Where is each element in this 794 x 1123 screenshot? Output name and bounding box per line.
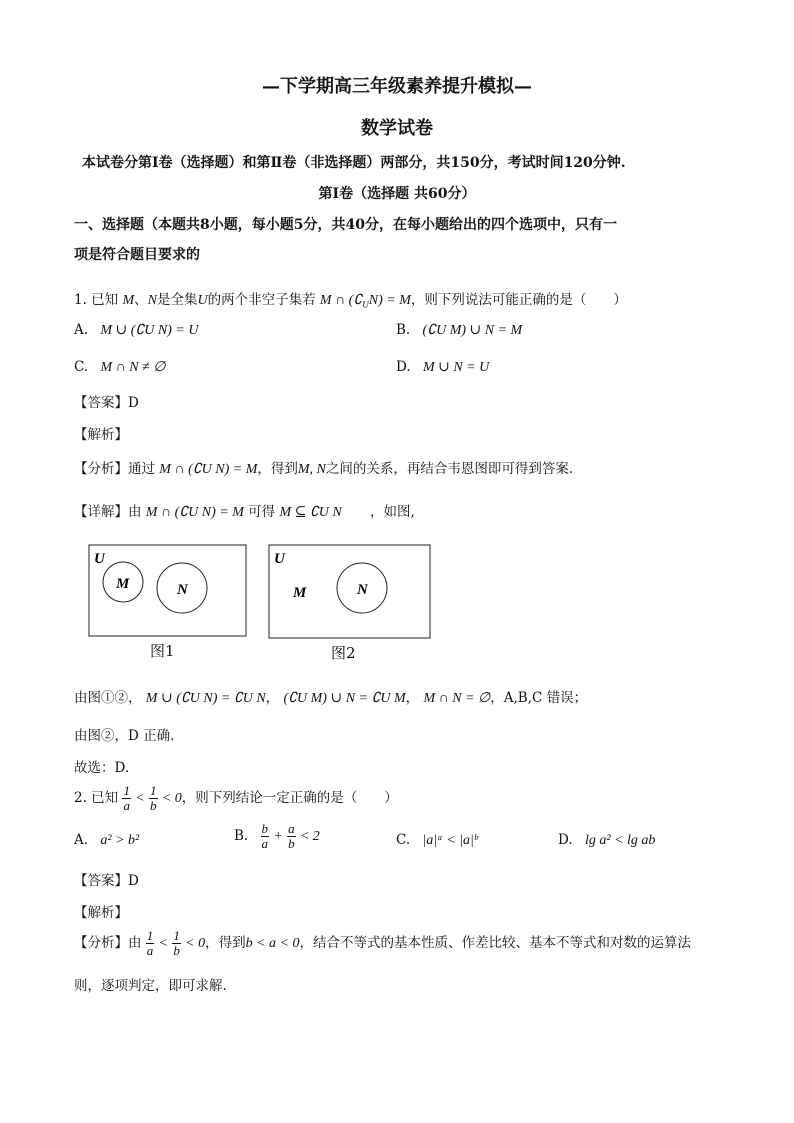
q2-opt-b-f2-num: a: [288, 821, 295, 836]
q1-detail-math2: M ⊆ ∁U N: [279, 505, 342, 520]
q1-choose-line: 故选：D.: [74, 760, 130, 776]
q1-stem-n: N: [147, 293, 157, 308]
q1-option-c-label: C.: [74, 359, 89, 375]
q2-analysis-tag: 【解析】: [74, 905, 128, 921]
part1-heading: 第Ⅰ卷（选择题 共60分）: [318, 186, 476, 202]
q2-option-c: [396, 832, 478, 849]
q2-option-a-text: a² > b²: [100, 833, 140, 848]
q2-opt-b-f2-den: b: [288, 836, 295, 851]
q1-option-d-label: D.: [396, 359, 411, 375]
q1-analysis-tag: 【解析】: [74, 427, 128, 443]
venn1-label-m: M: [116, 576, 130, 592]
q2-option-d-label: D.: [558, 832, 573, 848]
q2-option-b-frac2: [287, 822, 296, 851]
venn2-label-n: N: [357, 582, 368, 598]
q1-from12-math1: M ∪ (∁U N) = ∁U N: [145, 691, 266, 706]
q2-fenxi-lt0: < 0: [185, 936, 206, 951]
q2-fenxi-lt: <: [158, 936, 169, 951]
exam-subtitle: 数学试卷: [361, 118, 433, 139]
q2-opt-b-f1-den: a: [261, 836, 269, 851]
q2-stem-lt0: < 0: [161, 791, 182, 806]
q2-fenxi-frac2: [172, 929, 181, 958]
q2-option-d: [558, 832, 655, 849]
q2-stem-lead: 2. 已知: [74, 790, 119, 806]
q1-option-d: [396, 359, 489, 376]
venn1-label-n: N: [177, 582, 188, 598]
q1-detail-a: 由: [128, 504, 142, 520]
q2-stem-tail: ，则下列结论一定正确的是（ ）: [181, 790, 398, 806]
q2-frac2-num: 1: [150, 783, 157, 798]
q2-frac1-den: a: [123, 798, 130, 813]
q1-option-a-text: M ∪ (∁U N) = U: [100, 323, 199, 338]
q2-option-d-text: lg a² < lg ab: [584, 833, 656, 848]
q2-stem: [74, 784, 398, 813]
q2-option-b-tail: < 2: [299, 829, 320, 844]
q2-fenxi: [74, 929, 691, 958]
q2-frac2-den: b: [150, 798, 157, 813]
q1-from12-sep1: ，: [265, 690, 280, 706]
q1-answer: [74, 391, 139, 411]
q2-option-a-label: A.: [74, 832, 89, 848]
q1-fenxi-b: ，得到: [257, 461, 298, 477]
q2-stem-frac2: [149, 784, 158, 813]
q1-fenxi-c: 之间的关系，再结合韦恩图即可得到答案.: [325, 461, 574, 477]
q1-stem-cond: M ∩ (∁: [319, 293, 363, 308]
q2-fenxi-ineq: b < a < 0: [245, 936, 300, 951]
venn1-label-u: U: [94, 551, 105, 567]
q2-option-b-plus: +: [273, 829, 283, 844]
q1-option-c-text: M ∩ N ≠ ∅: [100, 360, 166, 375]
q2-option-b-frac1: [261, 822, 270, 851]
q2-answer-value: D: [128, 873, 139, 889]
q1-stem-lead: 1. 已知: [74, 292, 119, 308]
q2-option-c-text: |a|ᵃ < |a|ᵇ: [422, 833, 478, 848]
venn-figure-2: [268, 544, 432, 640]
q2-frac1-num: 1: [123, 783, 130, 798]
q1-detail: [74, 500, 415, 521]
q1-detail-math1: M ∩ (∁U N) = M: [145, 505, 244, 520]
venn2-label-m: M: [293, 585, 307, 601]
q1-detail-b: 可得: [248, 504, 276, 520]
section-heading-line2: 项是符合题目要求的: [74, 247, 200, 263]
q2-fenxi-f2-den: b: [173, 943, 180, 958]
venn2-caption: 图2: [331, 644, 356, 662]
q1-from12-math3: M ∩ N = ∅: [423, 691, 491, 706]
q1-answer-value: D: [128, 395, 139, 411]
q1-detail-tag: 【详解】: [74, 504, 128, 520]
exam-intro: 本试卷分第Ⅰ卷（选择题）和第Ⅱ卷（非选择题）两部分，共150分，考试时间120分钟.: [82, 155, 626, 171]
venn-figure-1: [88, 544, 248, 638]
q1-fenxi-mn: M, N: [297, 462, 326, 477]
exam-title: —下学期高三年级素养提升模拟—: [262, 76, 532, 97]
q2-fenxi-tag: 【分析】: [74, 935, 128, 951]
q1-option-a-label: A.: [74, 322, 89, 338]
q1-option-d-text: M ∪ N = U: [422, 360, 490, 375]
q1-from12-line: [74, 686, 587, 707]
q1-option-b-label: B.: [396, 322, 411, 338]
q2-option-b: [234, 822, 320, 851]
q2-fenxi-frac1: [146, 929, 155, 958]
q2-fenxi-f1-num: 1: [146, 928, 154, 943]
q2-fenxi-f1-den: a: [146, 943, 154, 958]
q1-stem-sep: 、: [134, 292, 148, 308]
q1-stem-u: U: [197, 293, 208, 308]
q1-detail-c: ，如图,: [370, 504, 415, 520]
q2-answer: [74, 869, 139, 889]
q1-stem-m: M: [122, 293, 135, 308]
q1-option-b: [396, 322, 522, 339]
q2-stem-lt: <: [135, 791, 145, 806]
q2-stem-frac1: [122, 784, 131, 813]
q2-fenxi-line2: 则，逐项判定，即可求解.: [74, 978, 227, 994]
venn1-caption: 图1: [150, 642, 175, 660]
q2-fenxi-a: 由: [128, 935, 142, 951]
q1-stem-c: 的两个非空子集若: [207, 292, 316, 308]
venn1-universe-box: [89, 545, 246, 636]
q1-stem-d: ，则下列说法可能正确的是（ ）: [410, 292, 627, 308]
q1-answer-tag: 【答案】: [74, 395, 128, 411]
q1-fenxi: [74, 457, 573, 478]
q2-answer-tag: 【答案】: [74, 873, 128, 889]
q1-option-c: [74, 359, 165, 376]
q1-stem: [74, 288, 627, 310]
section-heading-line1: 一、选择题（本题共8小题，每小题5分，共40分，在每小题给出的四个选项中，只有一: [74, 217, 617, 233]
q2-option-c-label: C.: [396, 832, 411, 848]
q2-fenxi-f2-num: 1: [173, 928, 180, 943]
q1-fenxi-tag: 【分析】: [74, 461, 128, 477]
q1-from12-sep2: ，: [405, 690, 420, 706]
q1-stem-b: 是全集: [156, 292, 198, 308]
q1-stem-cond2: N) = M: [368, 293, 411, 308]
q2-fenxi-c: ，结合不等式的基本性质、作差比较、基本不等式和对数的运算法: [299, 935, 691, 951]
q2-option-a: [74, 832, 139, 849]
q1-stem-cond-sub: U: [362, 299, 369, 310]
q1-fenxi-math: M ∩ (∁U N) = M: [159, 462, 258, 477]
q1-from12-tail: ，A,B,C 错误；: [490, 690, 588, 706]
q2-opt-b-f1-num: b: [261, 821, 269, 836]
q1-fenxi-a: 通过: [128, 461, 155, 477]
q1-from12-lead: 由图①②，: [74, 690, 142, 706]
q1-option-b-text: (∁U M) ∪ N = M: [422, 323, 523, 338]
q2-option-b-label: B.: [234, 828, 249, 844]
q1-from12-math2: (∁U M) ∪ N = ∁U M: [283, 691, 406, 706]
q2-fenxi-b: ，得到: [205, 935, 246, 951]
q1-from2-line: 由图②，D 正确.: [74, 728, 175, 744]
q1-option-a: [74, 322, 198, 339]
venn2-label-u: U: [274, 551, 285, 567]
